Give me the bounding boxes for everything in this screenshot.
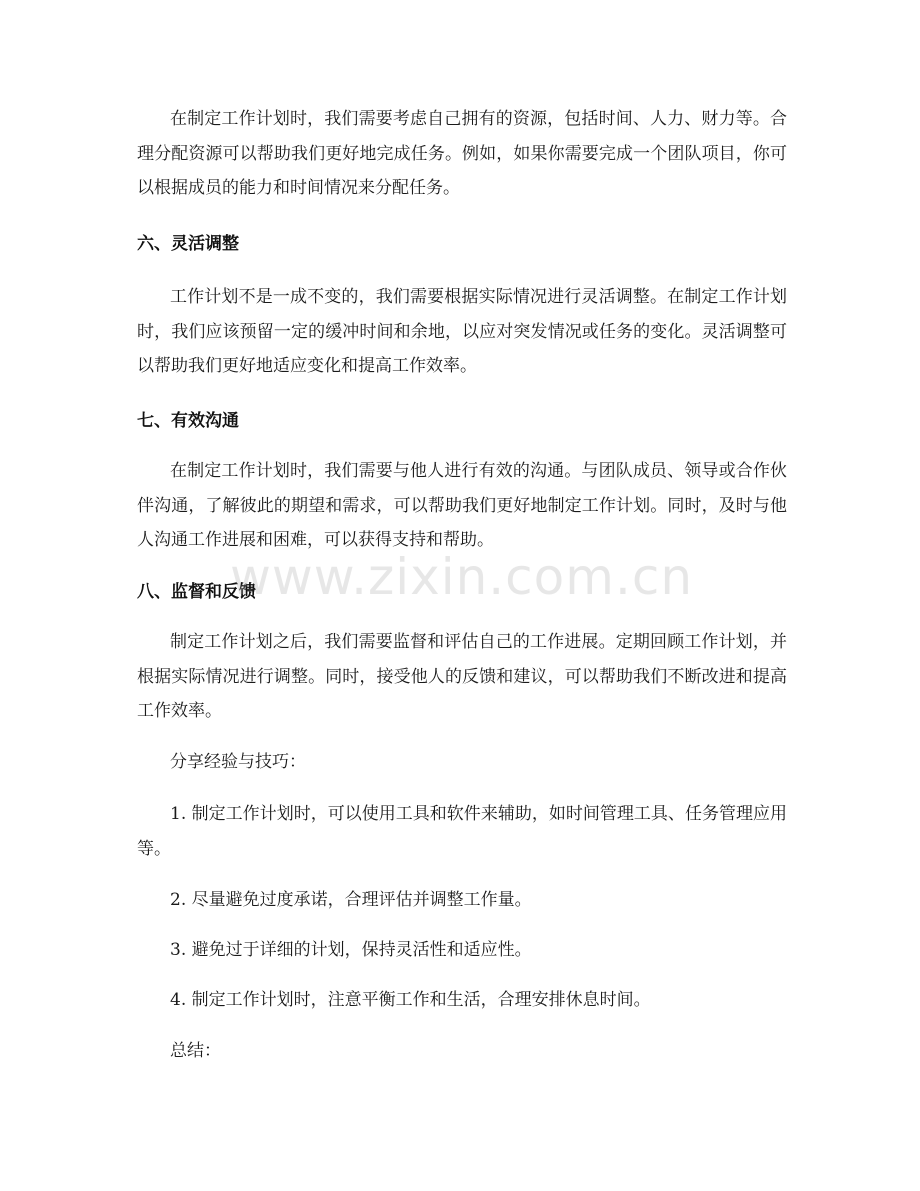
paragraph-supervision-feedback: 制定工作计划之后，我们需要监督和评估自己的工作进展。定期回顾工作计划，并根据实际情况进行调整。同时，接受他人的反馈和建议，可以帮助我们不断改进和提高工作效率。 — [137, 632, 787, 721]
watermark-text: www.zixin.com.cn — [230, 548, 694, 606]
paragraph-resources: 在制定工作计划时，我们需要考虑自己拥有的资源，包括时间、人力、财力等。合理分配资源可以帮助我们更好地完成任务。例如，如果你需要完成一个团队项目，你可以根据成员的能力和时间情况来分配任务。 — [137, 109, 787, 198]
paragraph-summary-label: 总结： — [170, 1041, 221, 1061]
list-item-tip-4: 4. 制定工作计划时，注意平衡工作和生活，合理安排休息时间。 — [170, 990, 651, 1010]
paragraph-flexible-adjustment: 工作计划不是一成不变的，我们需要根据实际情况进行灵活调整。在制定工作计划时，我们应该预留一定的缓冲时间和余地，以应对突发情况或任务的变化。灵活调整可以帮助我们更好地适应变化和提高工作效率。 — [137, 287, 787, 376]
list-item-tip-2: 2. 尽量避免过度承诺，合理评估并调整工作量。 — [170, 890, 532, 910]
heading-effective-communication: 七、有效沟通 — [137, 411, 239, 431]
list-item-tip-3: 3. 避免过于详细的计划，保持灵活性和适应性。 — [170, 940, 532, 960]
paragraph-effective-communication: 在制定工作计划时，我们需要与他人进行有效的沟通。与团队成员、领导或合作伙伴沟通，了解彼此的期望和需求，可以帮助我们更好地制定工作计划。同时，及时与他人沟通工作进展和困难，可以获得支持和帮助。 — [137, 461, 787, 550]
heading-supervision-feedback: 八、监督和反馈 — [137, 582, 256, 602]
paragraph-tips-intro: 分享经验与技巧： — [170, 752, 306, 772]
heading-flexible-adjustment: 六、灵活调整 — [137, 234, 239, 254]
list-item-tip-1: 1. 制定工作计划时，可以使用工具和软件来辅助，如时间管理工具、任务管理应用等。 — [137, 804, 787, 859]
